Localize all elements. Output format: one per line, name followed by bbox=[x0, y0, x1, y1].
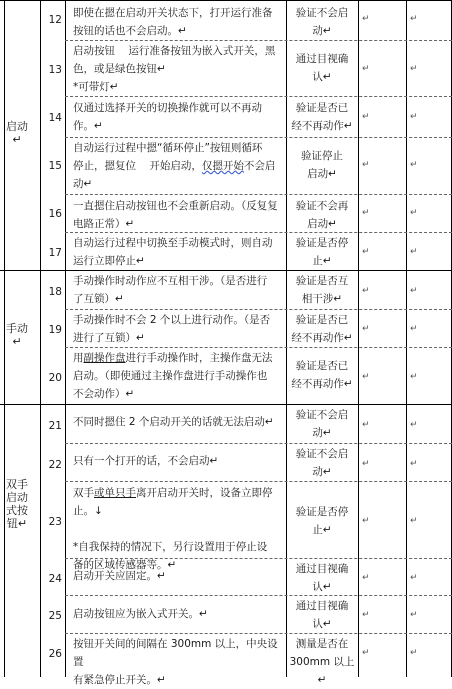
table-border-content bbox=[286, 0, 287, 677]
row-content-pre: 用 bbox=[73, 352, 84, 364]
cell-mark: ↵ bbox=[410, 372, 418, 382]
group-label-start: 启动↵ bbox=[6, 120, 28, 146]
cell-mark: ↵ bbox=[410, 112, 418, 122]
cell-mark: ↵ bbox=[410, 247, 418, 257]
row-number: 17 bbox=[48, 247, 62, 259]
row-border bbox=[65, 595, 452, 596]
row-content: 启动按钮 运行准备按钮为嵌入式开关，黑 色，或是绿色按钮↵ *可带灯↵ bbox=[73, 45, 276, 93]
row-border bbox=[65, 309, 452, 310]
group-label-two-hand: 双手启动式按钮↵ bbox=[6, 478, 28, 530]
row-content: 一直摁住启动按钮也不会重新启动。（反复复 电路正常）↵ bbox=[73, 200, 278, 230]
row-number: 15 bbox=[48, 160, 62, 172]
row-verify: 验证是否已 经不再动作↵ bbox=[291, 102, 353, 132]
row-number: 20 bbox=[48, 372, 62, 384]
row-content-text: 进行手动操作时，主操作盘无法 启动。（即使通过主操作盘进行手动操作也 不会动作）↵ bbox=[73, 352, 273, 400]
row-verify: 验证是否停 止↵ bbox=[295, 237, 349, 267]
cell-mark: ↵ bbox=[362, 324, 370, 334]
cell-mark: ↵ bbox=[362, 208, 370, 218]
row-number: 21 bbox=[48, 420, 62, 432]
row-content-text: 自动运行过程中摁“循环停止”按钮则循环 停止，摁复位 开始启动， bbox=[73, 142, 263, 172]
cell-mark: ↵ bbox=[362, 112, 370, 122]
group-label-manual: 手动↵ bbox=[6, 322, 28, 348]
cell-mark: ↵ bbox=[410, 516, 418, 526]
cell-mark: ↵ bbox=[410, 459, 418, 469]
table-border-verify bbox=[358, 0, 359, 677]
row-number: 26 bbox=[48, 648, 62, 660]
row-number: 25 bbox=[48, 610, 62, 622]
cell-mark: ↵ bbox=[362, 420, 370, 430]
row-verify: 验证是否已 经不再动作↵ bbox=[291, 360, 353, 390]
cell-mark: ↵ bbox=[410, 14, 418, 24]
row-verify: 验证是否已 经不再动作↵ bbox=[291, 314, 353, 344]
table-border-col5 bbox=[406, 0, 407, 677]
cell-mark: ↵ bbox=[410, 324, 418, 334]
row-content: 即使在摁在启动开关状态下，打开运行准备 按钮的话也不会启动。↵ bbox=[73, 7, 273, 37]
row-content bbox=[73, 349, 285, 403]
cell-mark: ↵ bbox=[362, 648, 370, 658]
cell-mark: ↵ bbox=[410, 610, 418, 620]
group-border bbox=[0, 404, 452, 405]
cell-mark: ↵ bbox=[362, 14, 370, 24]
row-number: 14 bbox=[48, 112, 62, 124]
row-number: 18 bbox=[48, 286, 62, 298]
row-verify: 通过目视确 认↵ bbox=[295, 53, 349, 83]
row-verify: 验证停止 启动↵ bbox=[301, 150, 343, 180]
cell-mark: ↵ bbox=[410, 573, 418, 583]
row-verify: 验证不会启 动↵ bbox=[295, 448, 349, 478]
row-verify: 验证不会启 动↵ bbox=[295, 7, 349, 37]
row-number: 23 bbox=[48, 516, 62, 528]
cell-mark: ↵ bbox=[410, 208, 418, 218]
row-verify: 通过目视确 认↵ bbox=[295, 600, 349, 630]
row-verify: 测量是否在 300mm 以上↵ bbox=[289, 638, 355, 686]
row-content: 启动开关应固定。↵ bbox=[73, 570, 166, 582]
row-content: 手动操作时不会 2 个以上进行动作。（是否 进行了互锁）↵ bbox=[73, 314, 271, 344]
row-content: 仅通过选择开关的切换操作就可以不再动 作。↵ bbox=[73, 102, 262, 132]
cell-mark: ↵ bbox=[410, 286, 418, 296]
row-content-underlined: 仅摁开始 bbox=[201, 160, 244, 172]
group-border bbox=[0, 270, 452, 271]
cell-mark: ↵ bbox=[362, 372, 370, 382]
row-border bbox=[65, 347, 452, 348]
row-number: 12 bbox=[48, 14, 62, 26]
row-number: 22 bbox=[48, 459, 62, 471]
cell-mark: ↵ bbox=[410, 64, 418, 74]
cell-mark: ↵ bbox=[410, 160, 418, 170]
row-content-text: 离开启动开关时，设备立即停 止。↓ *自我保持的情况下，另行设置用于停止设 备的区域传感器等。↵ bbox=[73, 487, 273, 571]
row-verify: 验证是否互 相干涉↵ bbox=[295, 275, 349, 305]
row-number: 16 bbox=[48, 208, 62, 220]
cell-mark: ↵ bbox=[362, 247, 370, 257]
row-content: 不同时摁住 2 个启动开关的话就无法启动↵ bbox=[73, 416, 274, 428]
row-content: 只有一个打开的话，不会启动↵ bbox=[73, 455, 219, 467]
cell-mark: ↵ bbox=[362, 610, 370, 620]
cell-mark: ↵ bbox=[410, 420, 418, 430]
row-content-pre: 双手 bbox=[73, 487, 94, 499]
row-content-underlined: 或单只手 bbox=[94, 487, 136, 499]
row-border bbox=[65, 194, 452, 195]
row-border bbox=[65, 137, 452, 138]
cell-mark: ↵ bbox=[410, 648, 418, 658]
row-verify: 验证是否停 止↵ bbox=[295, 506, 349, 536]
row-number: 13 bbox=[48, 64, 62, 76]
row-border bbox=[65, 96, 452, 97]
row-content: 启动按钮应为嵌入式开关。↵ bbox=[73, 608, 208, 620]
row-number: 24 bbox=[48, 573, 62, 585]
row-verify: 通过目视确 认↵ bbox=[295, 563, 349, 593]
cell-mark: ↵ bbox=[362, 64, 370, 74]
row-content bbox=[73, 484, 285, 574]
table-border-left bbox=[4, 0, 5, 677]
cell-mark: ↵ bbox=[362, 286, 370, 296]
row-border bbox=[65, 40, 452, 41]
row-verify: 验证不会启 动↵ bbox=[295, 409, 349, 439]
row-border bbox=[65, 481, 452, 482]
table-border-num bbox=[65, 0, 66, 677]
row-content bbox=[73, 139, 285, 193]
cell-mark: ↵ bbox=[362, 160, 370, 170]
row-content: 按钮开关间的间隔在 300mm 以上，中央设置 有紧急停止开关。↵ bbox=[73, 638, 278, 686]
row-content-underlined: 副操作盘 bbox=[83, 352, 126, 364]
row-verify: 验证不会再 启动↵ bbox=[295, 200, 349, 230]
row-content: 自动运行过程中切换至手动模式时，则自动 运行立即停止↵ bbox=[73, 237, 273, 267]
row-content-tail: 不会启 动↵ bbox=[73, 160, 276, 190]
row-border bbox=[65, 633, 452, 634]
row-number: 19 bbox=[48, 324, 62, 336]
cell-mark: ↵ bbox=[362, 573, 370, 583]
cell-mark: ↵ bbox=[362, 516, 370, 526]
row-border bbox=[65, 443, 452, 444]
row-border bbox=[0, 0, 452, 1]
cell-mark: ↵ bbox=[362, 459, 370, 469]
row-content: 手动操作时动作应不互相干涉。（是否进行 了互锁）↵ bbox=[73, 275, 268, 305]
